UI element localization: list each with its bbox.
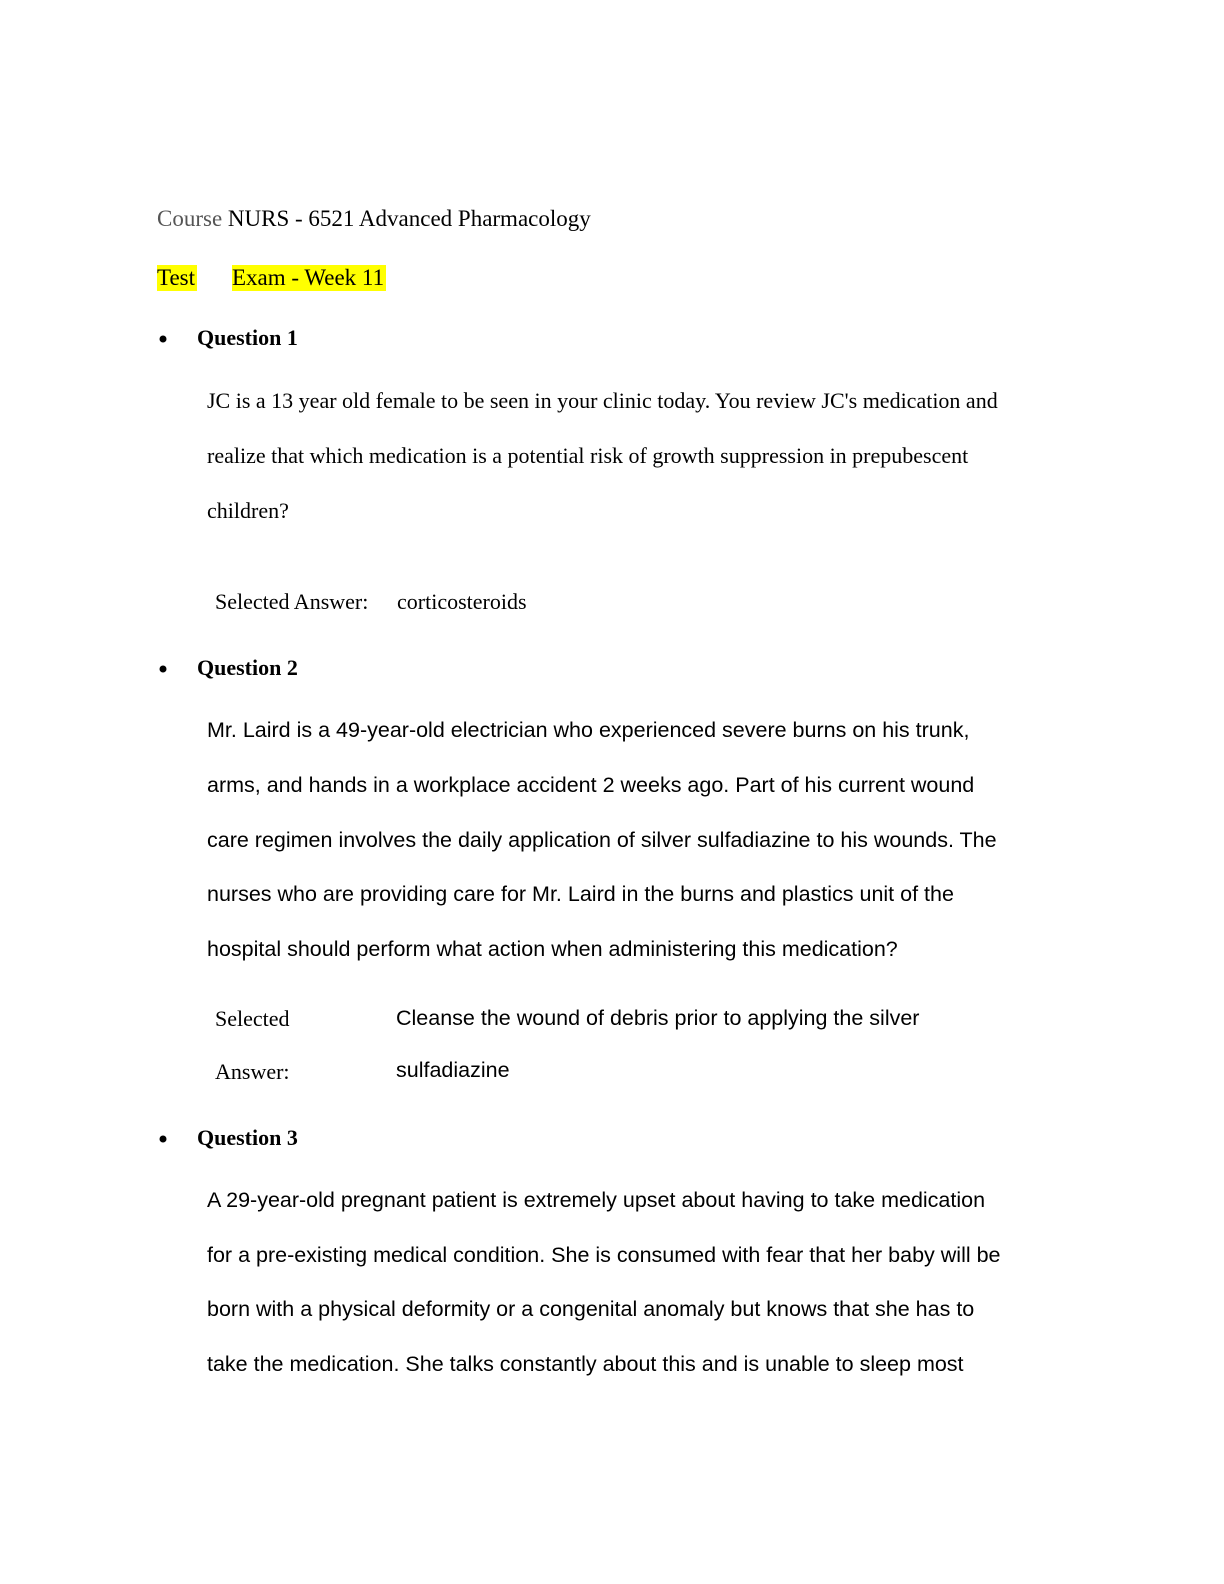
question-text-line: A 29-year-old pregnant patient is extremely upset about having to take medication: [207, 1188, 986, 1212]
question-text-line: children?: [207, 498, 289, 523]
question-title: Question 3: [197, 1125, 298, 1150]
selected-answer-label: Answer:: [215, 1059, 290, 1084]
question-text-line: for a pre-existing medical condition. She is consumed with fear that her baby will be: [207, 1243, 1001, 1267]
question-title: Question 1: [197, 325, 298, 350]
bullet-icon: [160, 336, 167, 343]
question-text-line: Mr. Laird is a 49-year-old electrician who experienced severe burns on his trunk,: [207, 718, 970, 742]
question-title: Question 2: [197, 655, 298, 680]
test-value: Exam - Week 11: [232, 265, 385, 290]
test-label: Test: [157, 265, 195, 290]
question-text-line: JC is a 13 year old female to be seen in your clinic today. You review JC's medication and: [207, 388, 998, 413]
selected-answer-label: Selected: [215, 1006, 290, 1031]
selected-answer-label: Selected Answer:: [215, 589, 369, 614]
selected-answer-value: sulfadiazine: [396, 1058, 510, 1082]
question-text-line: nurses who are providing care for Mr. Laird in the burns and plastics unit of the: [207, 882, 954, 906]
selected-answer-value: corticosteroids: [397, 589, 527, 614]
course-line: [157, 206, 591, 232]
question-text-line: realize that which medication is a potential risk of growth suppression in prepubescent: [207, 443, 969, 468]
question-text-line: care regimen involves the daily application of silver sulfadiazine to his wounds. The: [207, 828, 997, 852]
bullet-icon: [160, 666, 167, 673]
question-text-line: born with a physical deformity or a congenital anomaly but knows that she has to: [207, 1297, 975, 1321]
bullet-icon: [160, 1136, 167, 1143]
question-text-line: hospital should perform what action when administering this medication?: [207, 937, 898, 961]
question-text-line: take the medication. She talks constantly about this and is unable to sleep most: [207, 1352, 964, 1376]
question-text-line: arms, and hands in a workplace accident 2 weeks ago. Part of his current wound: [207, 773, 975, 797]
selected-answer-value: Cleanse the wound of debris prior to applying the silver: [396, 1006, 920, 1030]
course-label: Course: [157, 206, 223, 231]
course-value: NURS - 6521 Advanced Pharmacology: [227, 206, 591, 231]
